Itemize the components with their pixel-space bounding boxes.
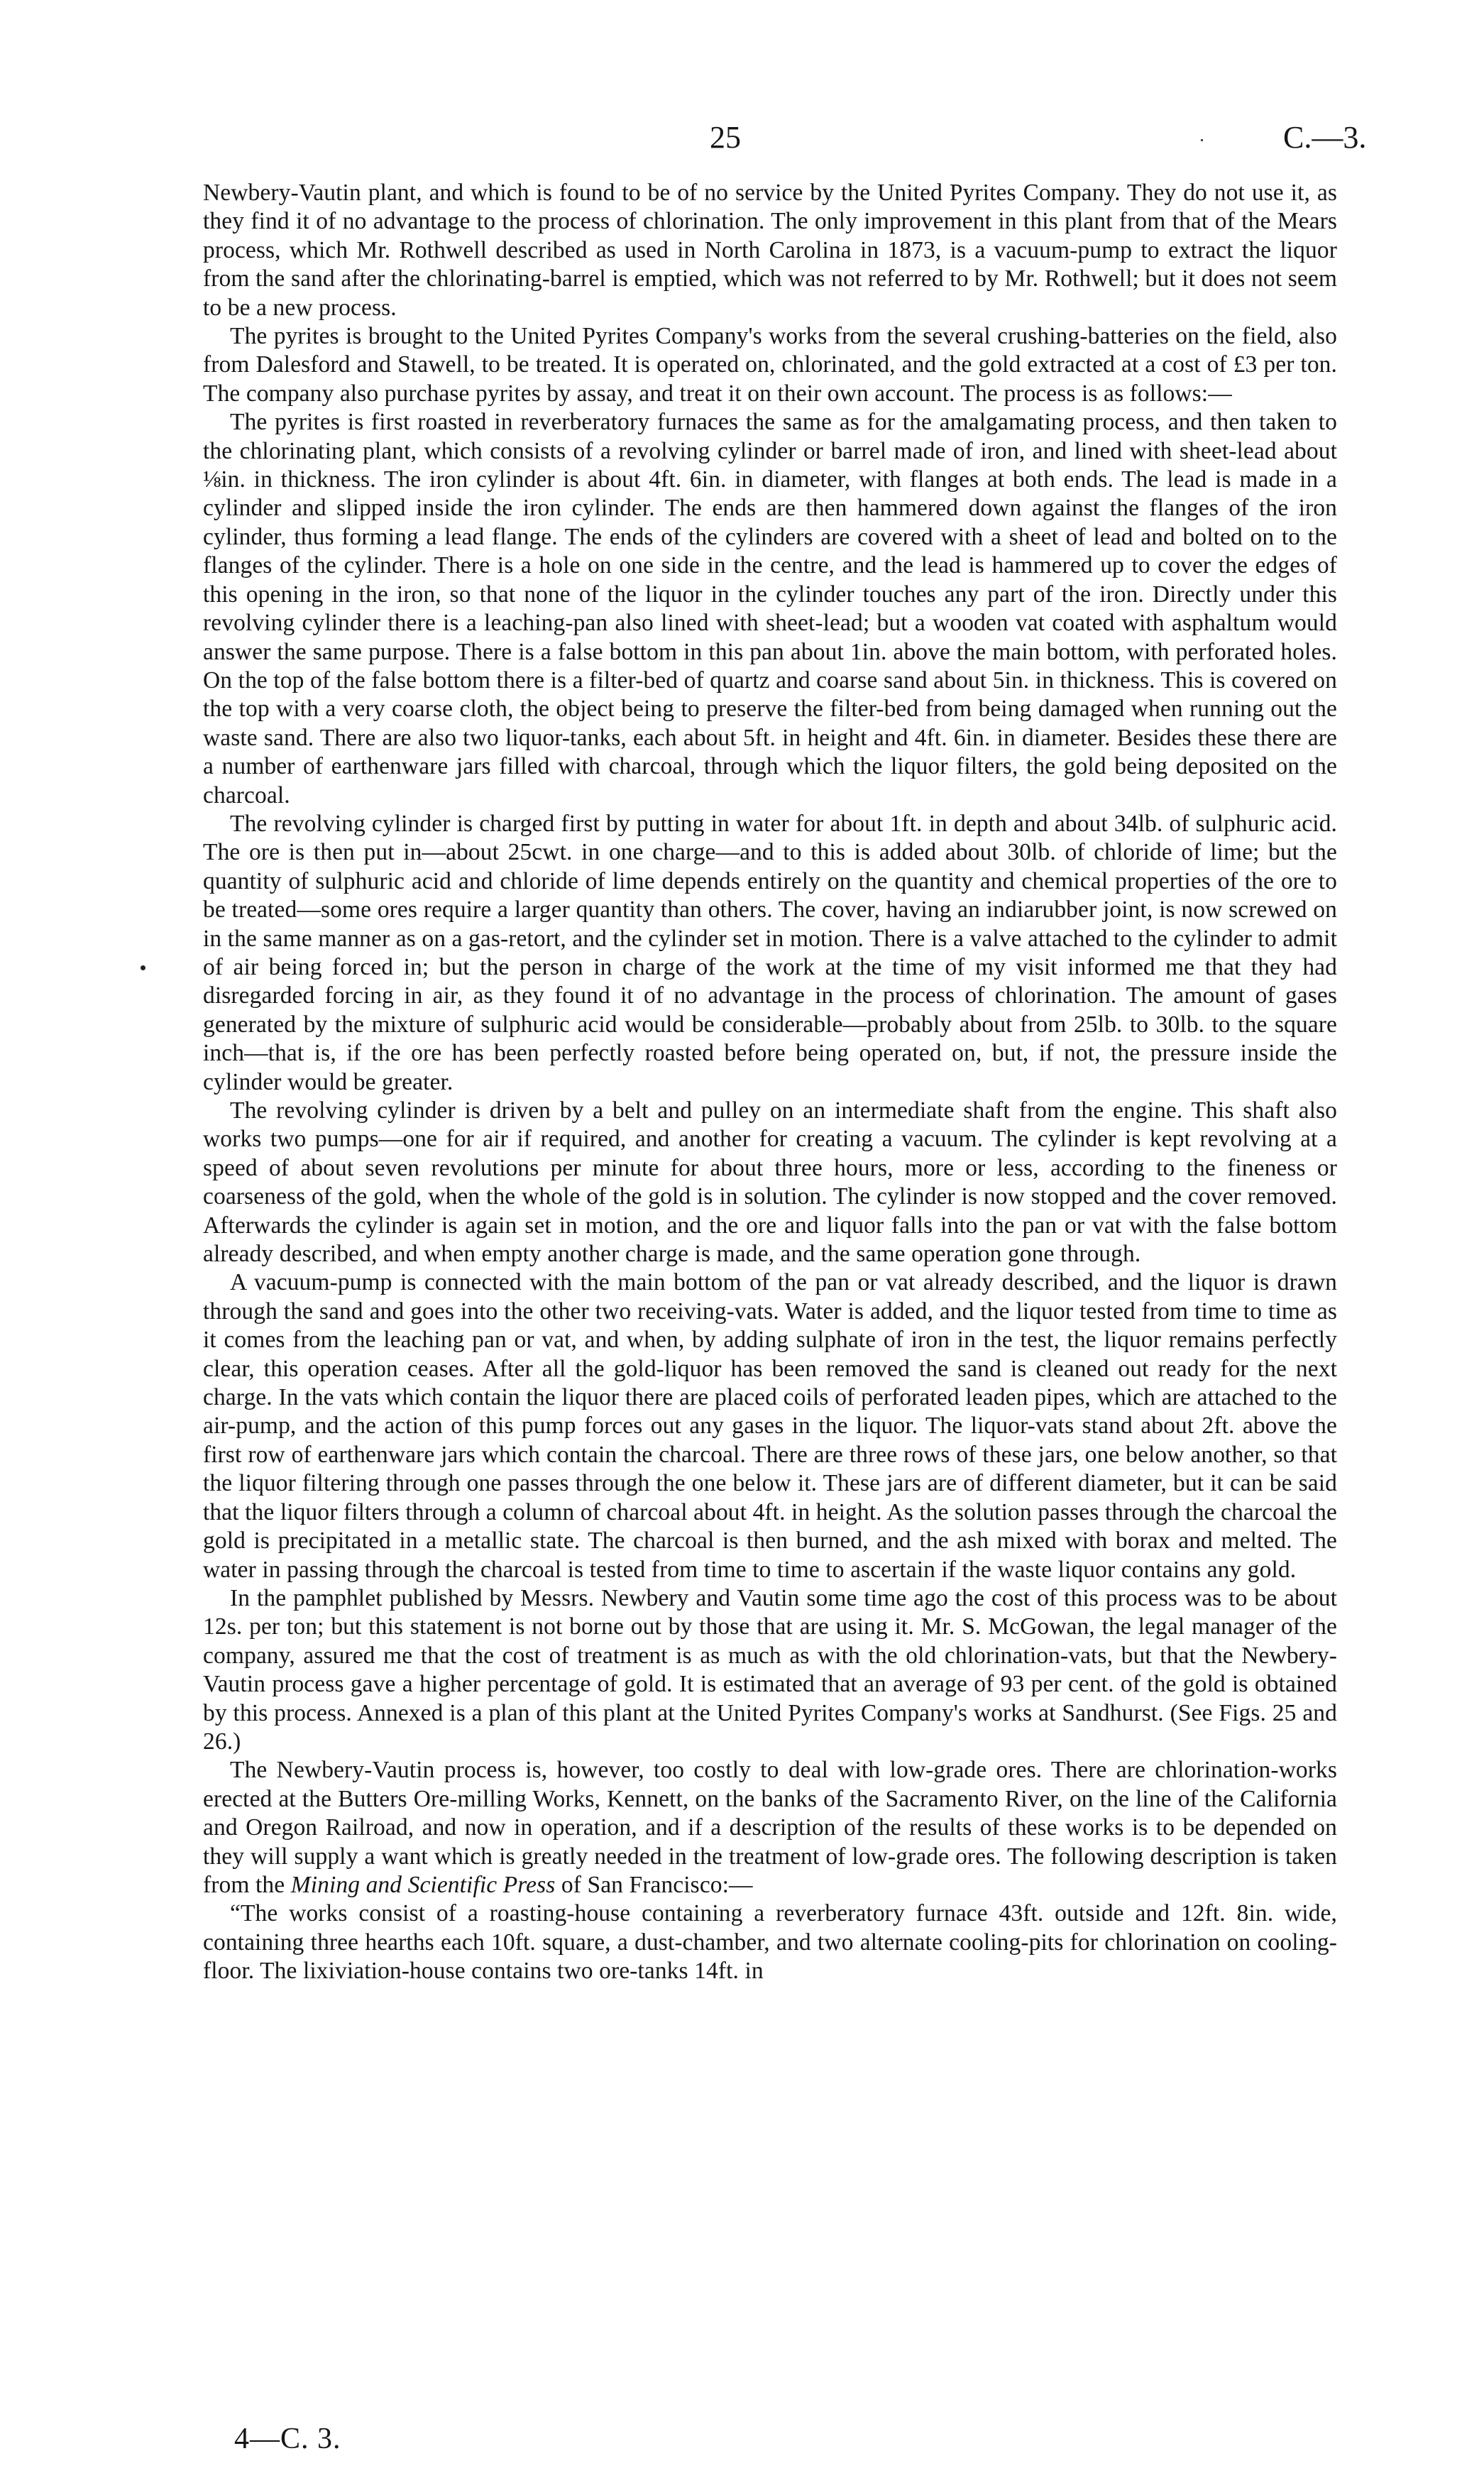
paragraph-6: A vacuum-pump is connected with the main bottom of the pan or vat already described, and the liquor is drawn through the sand and goes into the other two receiving-vats. Water is added, and the liquor tested from time to time as it comes from the leaching pan or vat, and when, by adding sulphate of iron in the test, the liquor remains perfectly clear, this operation ceases. After all the gold-liquor has been removed the sand is cleaned out ready for the next charge. In the vats which contain the liquor there are placed coils of perforated leaden pipes, which are attached to the air-pump, and the action of this pump forces out any gases in the liquor. The liquor-vats stand about 2ft. above the first row of earthenware jars which contain the charcoal. There are three rows of these jars, one below another, so that the liquor filtering through one passes through the one below it. These jars are of different diameter, but it can be said that the liquor filters through a column of charcoal about 4ft. in height. As the solution passes through the charcoal the gold is precipitated in a metallic state. The charcoal is then burned, and the ash mixed with borax and melted. The water in passing through the charcoal is tested from time to time to ascertain if the waste liquor contains any gold.	[203, 1269, 1337, 1583]
paragraph-1: Newbery-Vautin plant, and which is found to be of no service by the United Pyrites Company. They do not use it, as they find it of no advantage to the process of chlorination. The only improvement in this plant from that of the Mears process, which Mr. Rothwell described as used in North Carolina in 1873, is a vacuum-pump to extract the liquor from the sand after the chlorinating-barrel is emptied, which was not referred to by Mr. Rothwell; but it does not seem to be a new process.	[203, 180, 1337, 321]
paragraph-5: The revolving cylinder is driven by a belt and pulley on an intermediate shaft from the engine. This shaft also works two pumps—one for air if required, and another for creating a vacuum. The cylinder is kept revolving at a speed of about seven revolutions per minute for about three hours, more or less, according to the fineness or coarseness of the gold, when the whole of the gold is in solution. The cylinder is now stopped and the cover removed. Afterwards the cylinder is again set in motion, and the ore and liquor falls into the pan or vat with the false bottom already described, and when empty another charge is made, and the same operation gone through.	[203, 1097, 1337, 1268]
citation-title: Mining and Scientific Press	[290, 1871, 556, 1898]
paper-code: C.—3.	[1283, 120, 1367, 155]
body-text	[203, 179, 1337, 1986]
paragraph-3: The pyrites is first roasted in reverberatory furnaces the same as for the amalgamating process, and then taken to the chlorinating plant, which consists of a revolving cylinder or barrel made of iron, and lined with sheet-lead about ⅛in. in thickness. The iron cylinder is about 4ft. 6in. in diameter, with flanges at both ends. The lead is made in a cylinder and slipped inside the iron cylinder. The ends are then hammered down against the flanges of the iron cylinder, thus forming a lead flange. The ends of the cylinders are covered with a sheet of lead and bolted on to the flanges of the cylinder. There is a hole on one side in the centre, and the lead is hammered up to cover the edges of this opening in the iron, so that none of the liquor in the cylinder touches any part of the iron. Directly under this revolving cylinder there is a leaching-pan also lined with sheet-lead; but a wooden vat coated with asphaltum would answer the same purpose. There is a false bottom in this pan about 1in. above the main bottom, with perforated holes. On the top of the false bottom there is a filter-bed of quartz and coarse sand about 5in. in thickness. This is covered on the top with a very coarse cloth, the object being to preserve the filter-bed from being damaged when running out the waste sand. There are also two liquor-tanks, each about 5ft. in height and 4ft. 6in. in diameter. Besides these there are a number of earthenware jars filled with charcoal, through which the liquor filters, the gold being deposited on the charcoal.	[203, 409, 1337, 808]
page-number: 25	[710, 120, 741, 155]
paragraph-7: In the pamphlet published by Messrs. Newbery and Vautin some time ago the cost of this process was to be about 12s. per ton; but this statement is not borne out by those that are using it. Mr. S. McGowan, the legal manager of the company, assured me that the cost of treatment is as much as with the old chlorination-vats, but that the Newbery-Vautin process gave a higher percentage of gold. It is estimated that an average of 93 per cent. of the gold is obtained by this process. Annexed is a plan of this plant at the United Pyrites Company's works at Sandhurst. (See Figs. 25 and 26.)	[203, 1584, 1337, 1755]
paragraph-8	[203, 1756, 1337, 1899]
margin-dot	[141, 965, 145, 970]
footer-signature: 4—C. 3.	[234, 2423, 341, 2455]
paragraph-9: “The works consist of a roasting-house containing a reverberatory furnace 43ft. outside and 12ft. 8in. wide, containing three hearths each 10ft. square, a dust-chamber, and two alternate cooling-pits for chlorination on cooling-floor. The lixiviation-house contains two ore-tanks 14ft. in	[203, 1900, 1337, 1985]
paragraph-8-text: The Newbery-Vautin process is, however, too costly to deal with low-grade ores. There are chlorination-works erected at the Butters Ore-milling Works, Kennett, on the banks of the Sacramento River, on the line of the California and Oregon Railroad, and now in operation, and if a description of the results of these works is to be depended on they will supply a want which is greatly needed in the treatment of low-grade ores. The following description is taken from the	[203, 1757, 1337, 1898]
paragraph-2: The pyrites is brought to the United Pyrites Company's works from the several crushing-batteries on the field, also from Dalesford and Stawell, to be treated. It is operated on, chlorinated, and the gold extracted at a cost of £3 per ton. The company also purchase pyrites by assay, and treat it on their own account. The process is as follows:—	[203, 323, 1337, 407]
citation-tail: of San Francisco:—	[555, 1871, 753, 1898]
tick-mark	[1201, 139, 1203, 141]
paragraph-4: The revolving cylinder is charged first by putting in water for about 1ft. in depth and about 34lb. of sulphuric acid. The ore is then put in—about 25cwt. in one charge—and to this is added about 30lb. of chloride of lime; but the quantity of sulphuric acid and chloride of lime depends entirely on the quantity and chemical properties of the ore to be treated—some ores require a larger quantity than others. The cover, having an indiarubber joint, is now screwed on in the same manner as on a gas-retort, and the cylinder set in motion. There is a valve attached to the cylinder to admit of air being forced in; but the person in charge of the work at the time of my visit informed me that they had disregarded forcing in air, as they found it of no advantage in the process of chlorination. The amount of gases generated by the mixture of sulphuric acid would be considerable—probably about from 25lb. to 30lb. to the square inch—that is, if the ore has been perfectly roasted before being operated on, but, if not, the pressure inside the cylinder would be greater.	[203, 810, 1337, 1095]
